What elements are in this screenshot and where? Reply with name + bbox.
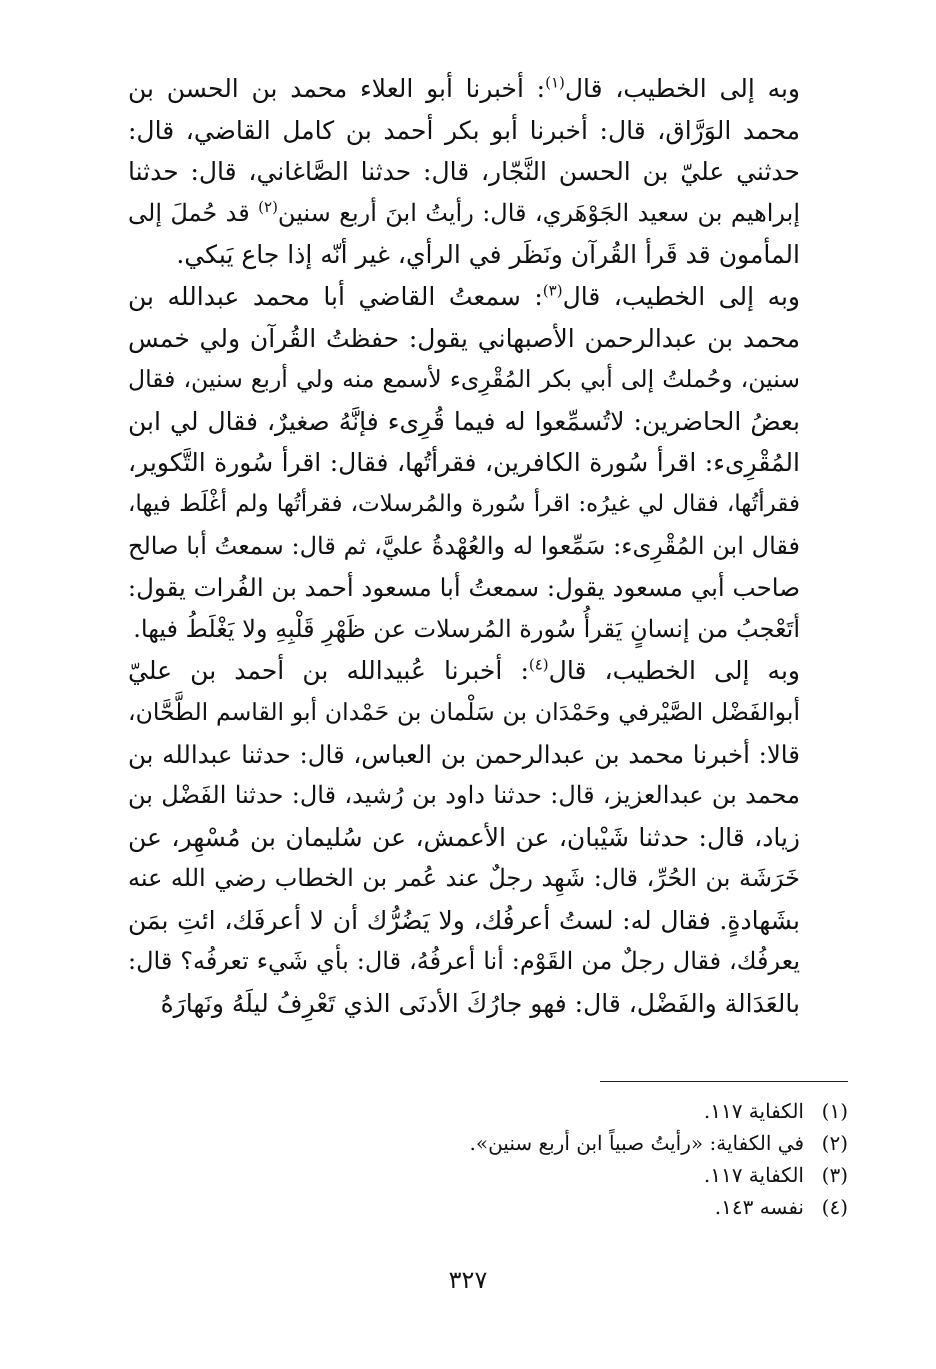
text-line bbox=[128, 858, 850, 900]
footnotes bbox=[248, 1095, 848, 1223]
paragraph bbox=[128, 68, 850, 276]
line-text: محمد بن عبدالعزيز، قال: حدثنا داود بن رُشيد، قال: حدثنا الفَضْل بن bbox=[128, 781, 800, 810]
footnote-reference: (٤) bbox=[528, 655, 549, 674]
line-text: قالا: أخبرنا محمد بن عبدالرحمن بن العباس، قال: حدثنا عبدالله بن bbox=[128, 739, 800, 769]
text-line bbox=[128, 941, 850, 983]
line-text: أتَعْجبُ من إنسانٍ يَقرأُ سُورة المُرسلات عن ظَهْرِ قَلْبِهِ ولا يَغْلَطُ فيها. bbox=[133, 614, 800, 643]
footnote bbox=[248, 1127, 848, 1159]
text-line bbox=[128, 110, 850, 152]
text-line bbox=[128, 567, 850, 609]
footnote bbox=[248, 1191, 848, 1223]
footnote-number: (٣) bbox=[821, 1163, 848, 1187]
line-text: أبوالفَضْل الصَّيْرفي وحَمْدَان بن سَلْمان بن حَمْدان أبو القاسم الطَّحَّان، bbox=[128, 697, 800, 726]
line-text: يعرفُك، فقال رجلٌ من القَوْم: أنا أعرفُهُ، قال: بأي شَيء تعرفُه؟ قال: bbox=[128, 947, 800, 976]
text-line bbox=[128, 359, 850, 401]
line-text: : سمعتُ القاضي أبا محمد عبدالله بن bbox=[128, 281, 543, 311]
text-line bbox=[128, 193, 850, 235]
line-text: فقال ابن المُقْرِىء: سَمِّعوا له والعُهْدةُ عليَّ، ثم قال: سمعتُ أبا صالح bbox=[128, 531, 800, 560]
line-text: صاحب أبي مسعود يقول: سمعتُ أبا مسعود أحمد بن الفُرات يقول: bbox=[127, 573, 800, 603]
line-text: إبراهيم بن سعيد الجَوْهَري، قال: رأيتُ ابنَ أربع سنين bbox=[277, 198, 800, 227]
line-text: وبه إلى الخطيب، قال bbox=[548, 656, 800, 686]
line-text: المُقْرِىء: اقرأ سُورة الكافرين، فقرأتُها، فقال: اقرأ سُورة التَّكوير، bbox=[128, 448, 800, 478]
line-text: زياد، قال: حدثنا شَيْبان، عن الأعمش، عن سُليمان بن مُسْهِر، عن bbox=[128, 822, 800, 852]
line-text: بشَهادةٍ. فقال له: لستُ أعرفُك، ولا يَضُرُّك أن لا أعرفَك، ائتِ بمَن bbox=[128, 905, 800, 935]
line-text: حدثني عليّ بن الحسن النَّجّار، قال: حدثنا الصَّاغاني، قال: حدثنا bbox=[128, 157, 800, 187]
text-line bbox=[128, 526, 850, 568]
text-line bbox=[128, 318, 850, 360]
line-text: سنين، وحُملتُ إلى أبي بكر المُقْرِىء لأسمع منه ولي أربع سنين، فقال bbox=[128, 365, 800, 394]
text-line bbox=[128, 734, 850, 776]
line-text: بعضُ الحاضرين: لاتُسمِّعوا له فيما قُرِىء فإنَّهُ صغيرٌ، فقال لي ابن bbox=[128, 406, 800, 436]
text-line bbox=[128, 900, 850, 942]
main-text bbox=[128, 68, 850, 1025]
text-line bbox=[128, 775, 850, 817]
line-text: محمد الوَرَّاق، قال: أخبرنا أبو بكر أحمد بن كامل القاضي، قال: bbox=[128, 115, 800, 145]
line-text: خَرَشَة بن الحُرِّ، قال: شَهِد رجلٌ عند عُمر بن الخطاب رضي الله عنه bbox=[128, 864, 800, 893]
footnote-separator bbox=[600, 1081, 848, 1082]
line-text: قد حُملَ إلى bbox=[128, 198, 259, 227]
paragraph bbox=[128, 650, 850, 1024]
footnote-text: الكفاية ١١٧. bbox=[703, 1163, 804, 1187]
text-line bbox=[128, 234, 850, 276]
line-text: : أخبرنا أبو العلاء محمد بن الحسن بن bbox=[128, 74, 546, 103]
text-line bbox=[128, 401, 850, 443]
footnote-text: نفسه ١٤٣. bbox=[714, 1195, 804, 1219]
footnote-reference: (٢) bbox=[258, 197, 278, 216]
footnote-text: في الكفاية: «رأيتُ صبياً ابن أربع سنين». bbox=[469, 1131, 804, 1155]
text-line bbox=[128, 68, 850, 110]
footnote-number: (٤) bbox=[821, 1195, 848, 1219]
footnote-number: (١) bbox=[821, 1099, 848, 1123]
line-text: بالعَدَالة والفَضْل، قال: فهو جارُكَ الأدنَى الذي تَعْرِفُ ليلَهُ ونَهارَهُ bbox=[160, 989, 800, 1019]
line-text: وبه إلى الخطيب، قال bbox=[564, 74, 801, 103]
line-text: : أخبرنا عُبيدالله بن أحمد بن عليّ bbox=[128, 656, 529, 686]
text-line bbox=[128, 817, 850, 859]
text-line bbox=[128, 692, 850, 734]
footnote-text: الكفاية ١١٧. bbox=[703, 1099, 804, 1123]
footnote-number: (٢) bbox=[821, 1131, 848, 1155]
text-line bbox=[128, 276, 850, 318]
line-text: وبه إلى الخطيب، قال bbox=[562, 281, 801, 311]
text-line bbox=[128, 983, 850, 1025]
footnote-reference: (١) bbox=[545, 73, 565, 92]
text-line bbox=[128, 442, 850, 484]
page-number: ٣٢٧ bbox=[448, 1266, 488, 1294]
text-line bbox=[128, 650, 850, 692]
text-line bbox=[128, 609, 850, 651]
footnote bbox=[248, 1159, 848, 1191]
line-text: فقرأتُها، فقال لي غيرُه: اقرأ سُورة والمُرسلات، فقرأتُها ولم أغْلَط فيها، bbox=[128, 490, 800, 517]
footnote bbox=[248, 1095, 848, 1127]
text-line bbox=[128, 484, 850, 526]
line-text: محمد بن عبدالرحمن الأصبهاني يقول: حفظتُ القُرآن ولي خمس bbox=[128, 323, 800, 353]
text-line bbox=[128, 151, 850, 193]
paragraph bbox=[128, 276, 850, 650]
footnote-reference: (٣) bbox=[542, 281, 563, 300]
line-text: المأمون قد قَرأ القُرآن ونَظَر في الرأي، غير أنّه إذا جاع يَبكي. bbox=[176, 240, 800, 270]
